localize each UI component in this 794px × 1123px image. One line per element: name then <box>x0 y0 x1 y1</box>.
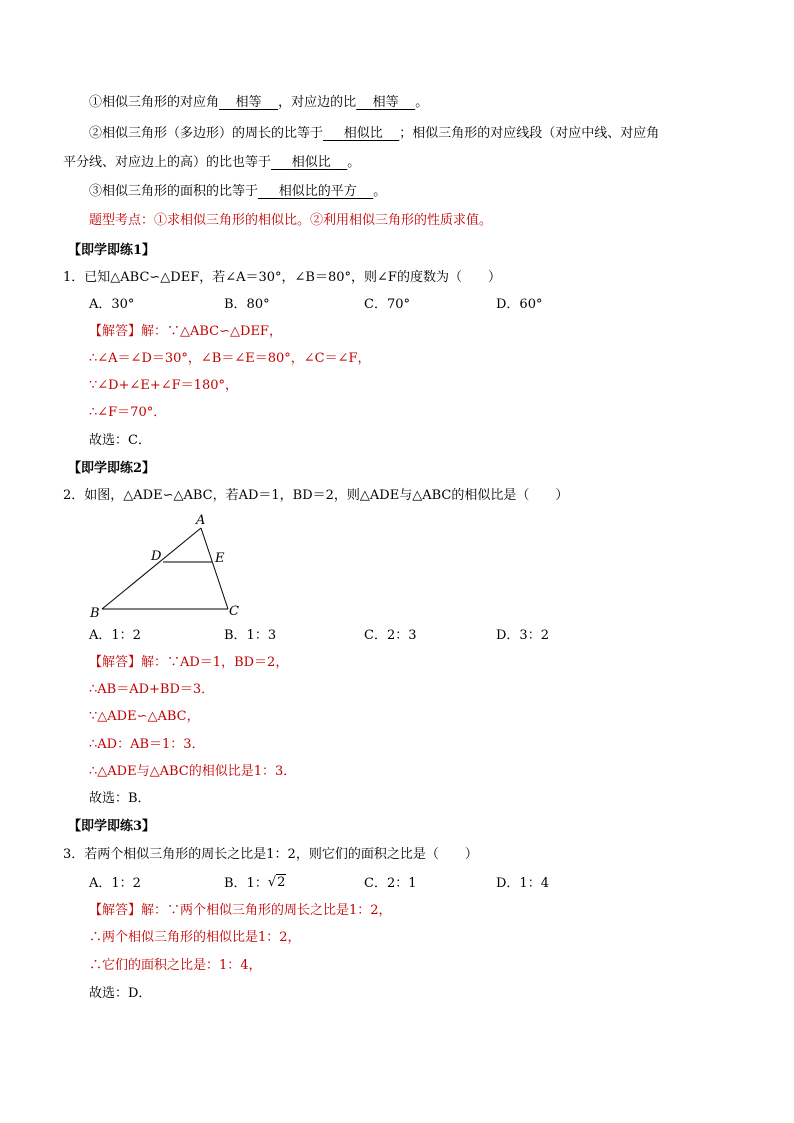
intro-item-2b-suffix: 。 <box>347 155 361 170</box>
intro-item-3-prefix: ③相似三角形的面积的比等于 <box>89 184 259 199</box>
q2-answer-line-3: ∵△ADE∽△ABC， <box>89 709 200 724</box>
label-d: D <box>151 549 162 564</box>
q2-answer-line-6: 故选：B． <box>89 791 151 806</box>
q3-answer-line-1: 【解答】解：∵两个相似三角形的周长之比是1：2， <box>89 903 392 918</box>
q1-answer-line-3: ∵∠D+∠E+∠F＝180°， <box>89 378 238 393</box>
intro-item-3-blank <box>258 184 373 199</box>
sqrt-symbol: √2 <box>267 875 286 890</box>
label-a: A <box>196 513 206 528</box>
q2-option-c[interactable]: C．2：3 <box>364 628 417 643</box>
blank-text: 相等 <box>235 95 262 110</box>
side-ab <box>102 528 201 609</box>
intro-item-3 <box>89 183 386 201</box>
q3-option-c[interactable]: C．2：1 <box>364 876 417 891</box>
section-3-header: 【即学即练3】 <box>68 819 156 834</box>
label-c: C <box>229 604 239 619</box>
intro-item-2b-prefix: 平分线、对应边上的高）的比也等于 <box>63 155 272 170</box>
side-ac <box>201 528 228 609</box>
q1-answer-line-4: ∴∠F＝70°． <box>89 405 167 420</box>
intro-item-1-blank-1 <box>219 95 278 110</box>
q3-option-b-text: B．1： <box>224 876 268 891</box>
sqrt-radicand: 2 <box>277 875 286 890</box>
q3-answer-line-2: ∴两个相似三角形的相似比是1：2， <box>89 930 301 945</box>
q2-answer-line-4: ∴AD：AB＝1：3． <box>89 737 205 752</box>
intro-item-1-suffix: 。 <box>415 95 429 110</box>
blank-text: 相似比 <box>291 155 331 170</box>
q3-option-d[interactable]: D．1：4 <box>496 876 549 891</box>
intro-item-2b-blank <box>271 155 347 170</box>
intro-item-2a-prefix: ②相似三角形（多边形）的周长的比等于 <box>89 126 324 141</box>
q2-answer-line-1: 【解答】解：∵AD＝1，BD＝2， <box>89 655 289 670</box>
q3-answer-line-4: 故选：D． <box>89 986 152 1001</box>
intro-item-2a-blank <box>323 126 399 141</box>
q2-answer-line-2: ∴AB＝AD+BD＝3． <box>89 682 215 697</box>
label-b: B <box>90 606 100 621</box>
triangle-figure <box>80 508 260 626</box>
kaodian-note: 题型考点：①求相似三角形的相似比。②利用相似三角形的性质求值。 <box>89 213 493 228</box>
q1-answer-line-1: 【解答】解：∵△ABC∽△DEF， <box>89 324 282 339</box>
question-3: 3．若两个相似三角形的周长之比是1：2，则它们的面积之比是（ ） <box>63 847 478 862</box>
q1-answer-line-5: 故选：C． <box>89 433 151 448</box>
q3-option-a[interactable]: A．1：2 <box>89 876 141 891</box>
label-e: E <box>215 551 225 566</box>
q2-option-a[interactable]: A．1：2 <box>89 628 141 643</box>
intro-item-1-prefix: ①相似三角形的对应角 <box>89 95 220 110</box>
intro-item-2a-suffix: ；相似三角形的对应线段（对应中线、对应角 <box>399 126 660 141</box>
question-1: 1．已知△ABC∽△DEF，若∠A＝30°，∠B＝80°，则∠F的度数为（ ） <box>63 270 501 285</box>
q1-option-b[interactable]: B．80° <box>224 297 270 312</box>
section-1-header: 【即学即练1】 <box>68 243 156 258</box>
section-2-header: 【即学即练2】 <box>68 461 156 476</box>
q1-option-d[interactable]: D．60° <box>496 297 543 312</box>
intro-item-1 <box>89 94 428 112</box>
q2-option-d[interactable]: D．3：2 <box>496 628 549 643</box>
q3-option-b[interactable] <box>224 875 286 893</box>
intro-item-2a <box>89 125 659 143</box>
question-2: 2．如图，△ADE∽△ABC，若AD＝1，BD＝2，则△ADE与△ABC的相似比是（ ） <box>63 488 569 503</box>
q2-answer-line-5: ∴△ADE与△ABC的相似比是1：3． <box>89 764 297 779</box>
blank-text: 相似比的平方 <box>278 184 357 199</box>
q3-answer-line-3: ∴它们的面积之比是：1：4， <box>89 958 262 973</box>
blank-text: 相似比 <box>343 126 383 141</box>
blank-text: 相等 <box>372 95 399 110</box>
intro-item-1-blank-2 <box>356 95 415 110</box>
intro-item-3-suffix: 。 <box>373 184 387 199</box>
q1-answer-line-2: ∴∠A＝∠D＝30°，∠B＝∠E＝80°，∠C＝∠F， <box>89 351 371 366</box>
q2-option-b[interactable]: B．1：3 <box>224 628 277 643</box>
intro-item-2b <box>63 154 360 172</box>
q1-option-a[interactable]: A．30° <box>89 297 135 312</box>
q1-option-c[interactable]: C．70° <box>364 297 410 312</box>
intro-item-1-mid: ，对应边的比 <box>278 95 357 110</box>
